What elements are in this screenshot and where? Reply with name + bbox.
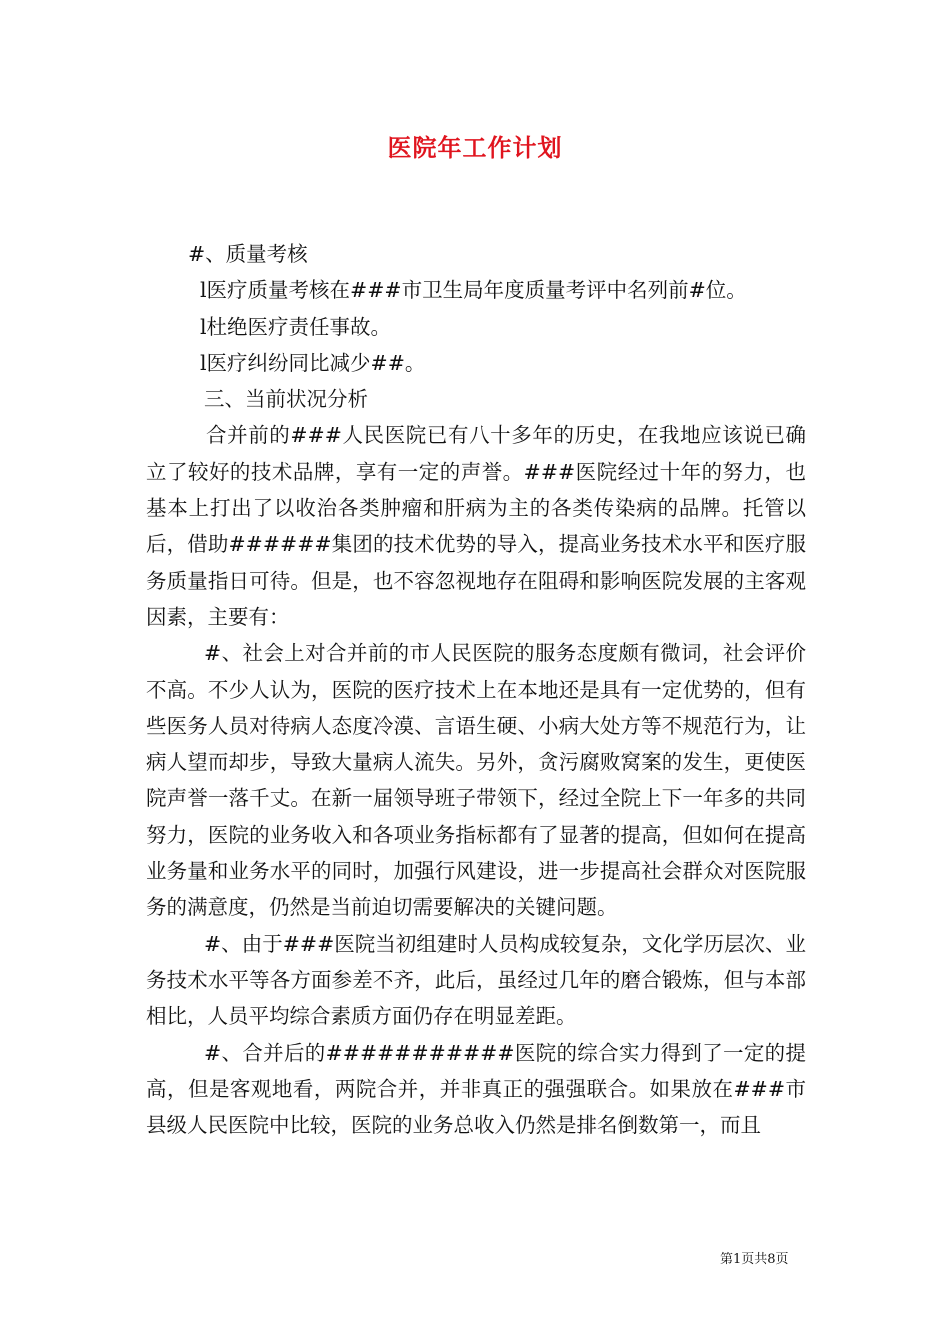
document-body [146,236,806,1143]
page-number: 第1页共8页 [720,1252,789,1267]
section-heading-quality: #、质量考核 [188,242,308,266]
quality-list-item: l医疗纠纷同比减少##。 [200,350,426,375]
document-title: 医院年工作计划 [387,133,563,162]
body-paragraph: #、由于###医院当初组建时人员构成较复杂，文化学历层次、业务技术水平等各方面参差不齐，此后，虽经过几年的磨合锻炼，但与本部相比，人员平均综合素质方面仍存在明显差距。 [146,931,806,1029]
section-heading-status-analysis: 三、当前状况分析 [204,387,368,412]
body-paragraph: #、社会上对合并前的市人民医院的服务态度颇有微词，社会评价不高。不少人认为，医院的医疗技术上在本地还是具有一定优势的，但有些医务人员对待病人态度冷漠、言语生硬、小病大处方等不规范行为，让病人望而却步，导致大量病人流失。另外，贪污腐败窝案的发生，更使医院声誉一落千丈。在新一届领导班子带领下，经过全院上下一年多的共同努力，医院的业务收入和各项业务指标都有了显著的提高，但如何在提高业务量和业务水平的同时，加强行风建设，进一步提高社会群众对医院服务的满意度，仍然是当前迫切需要解决的关键问题。 [146,641,806,920]
body-paragraph: #、合并后的###########医院的综合实力得到了一定的提高，但是客观地看，两院合并，并非真正的强强联合。如果放在###市县级人民医院中比较，医院的业务总收入仍然是排名倒数第一，而且 [146,1040,806,1138]
body-paragraph: 合并前的###人民医院已有八十多年的历史，在我地应该说已确立了较好的技术品牌，享有一定的声誉。###医院经过十年的努力，也基本上打出了以收治各类肿瘤和肝病为主的各类传染病的品牌。托管以后，借助######集团的技术优势的导入，提高业务技术水平和医疗服务质量指日可待。但是，也不容忽视地存在阻碍和影响医院发展的主客观因素，主要有： [146,423,806,629]
quality-list-item: l杜绝医疗责任事故。 [200,314,392,339]
quality-list-item: l医疗质量考核在###市卫生局年度质量考评中名列前#位。 [200,278,747,303]
